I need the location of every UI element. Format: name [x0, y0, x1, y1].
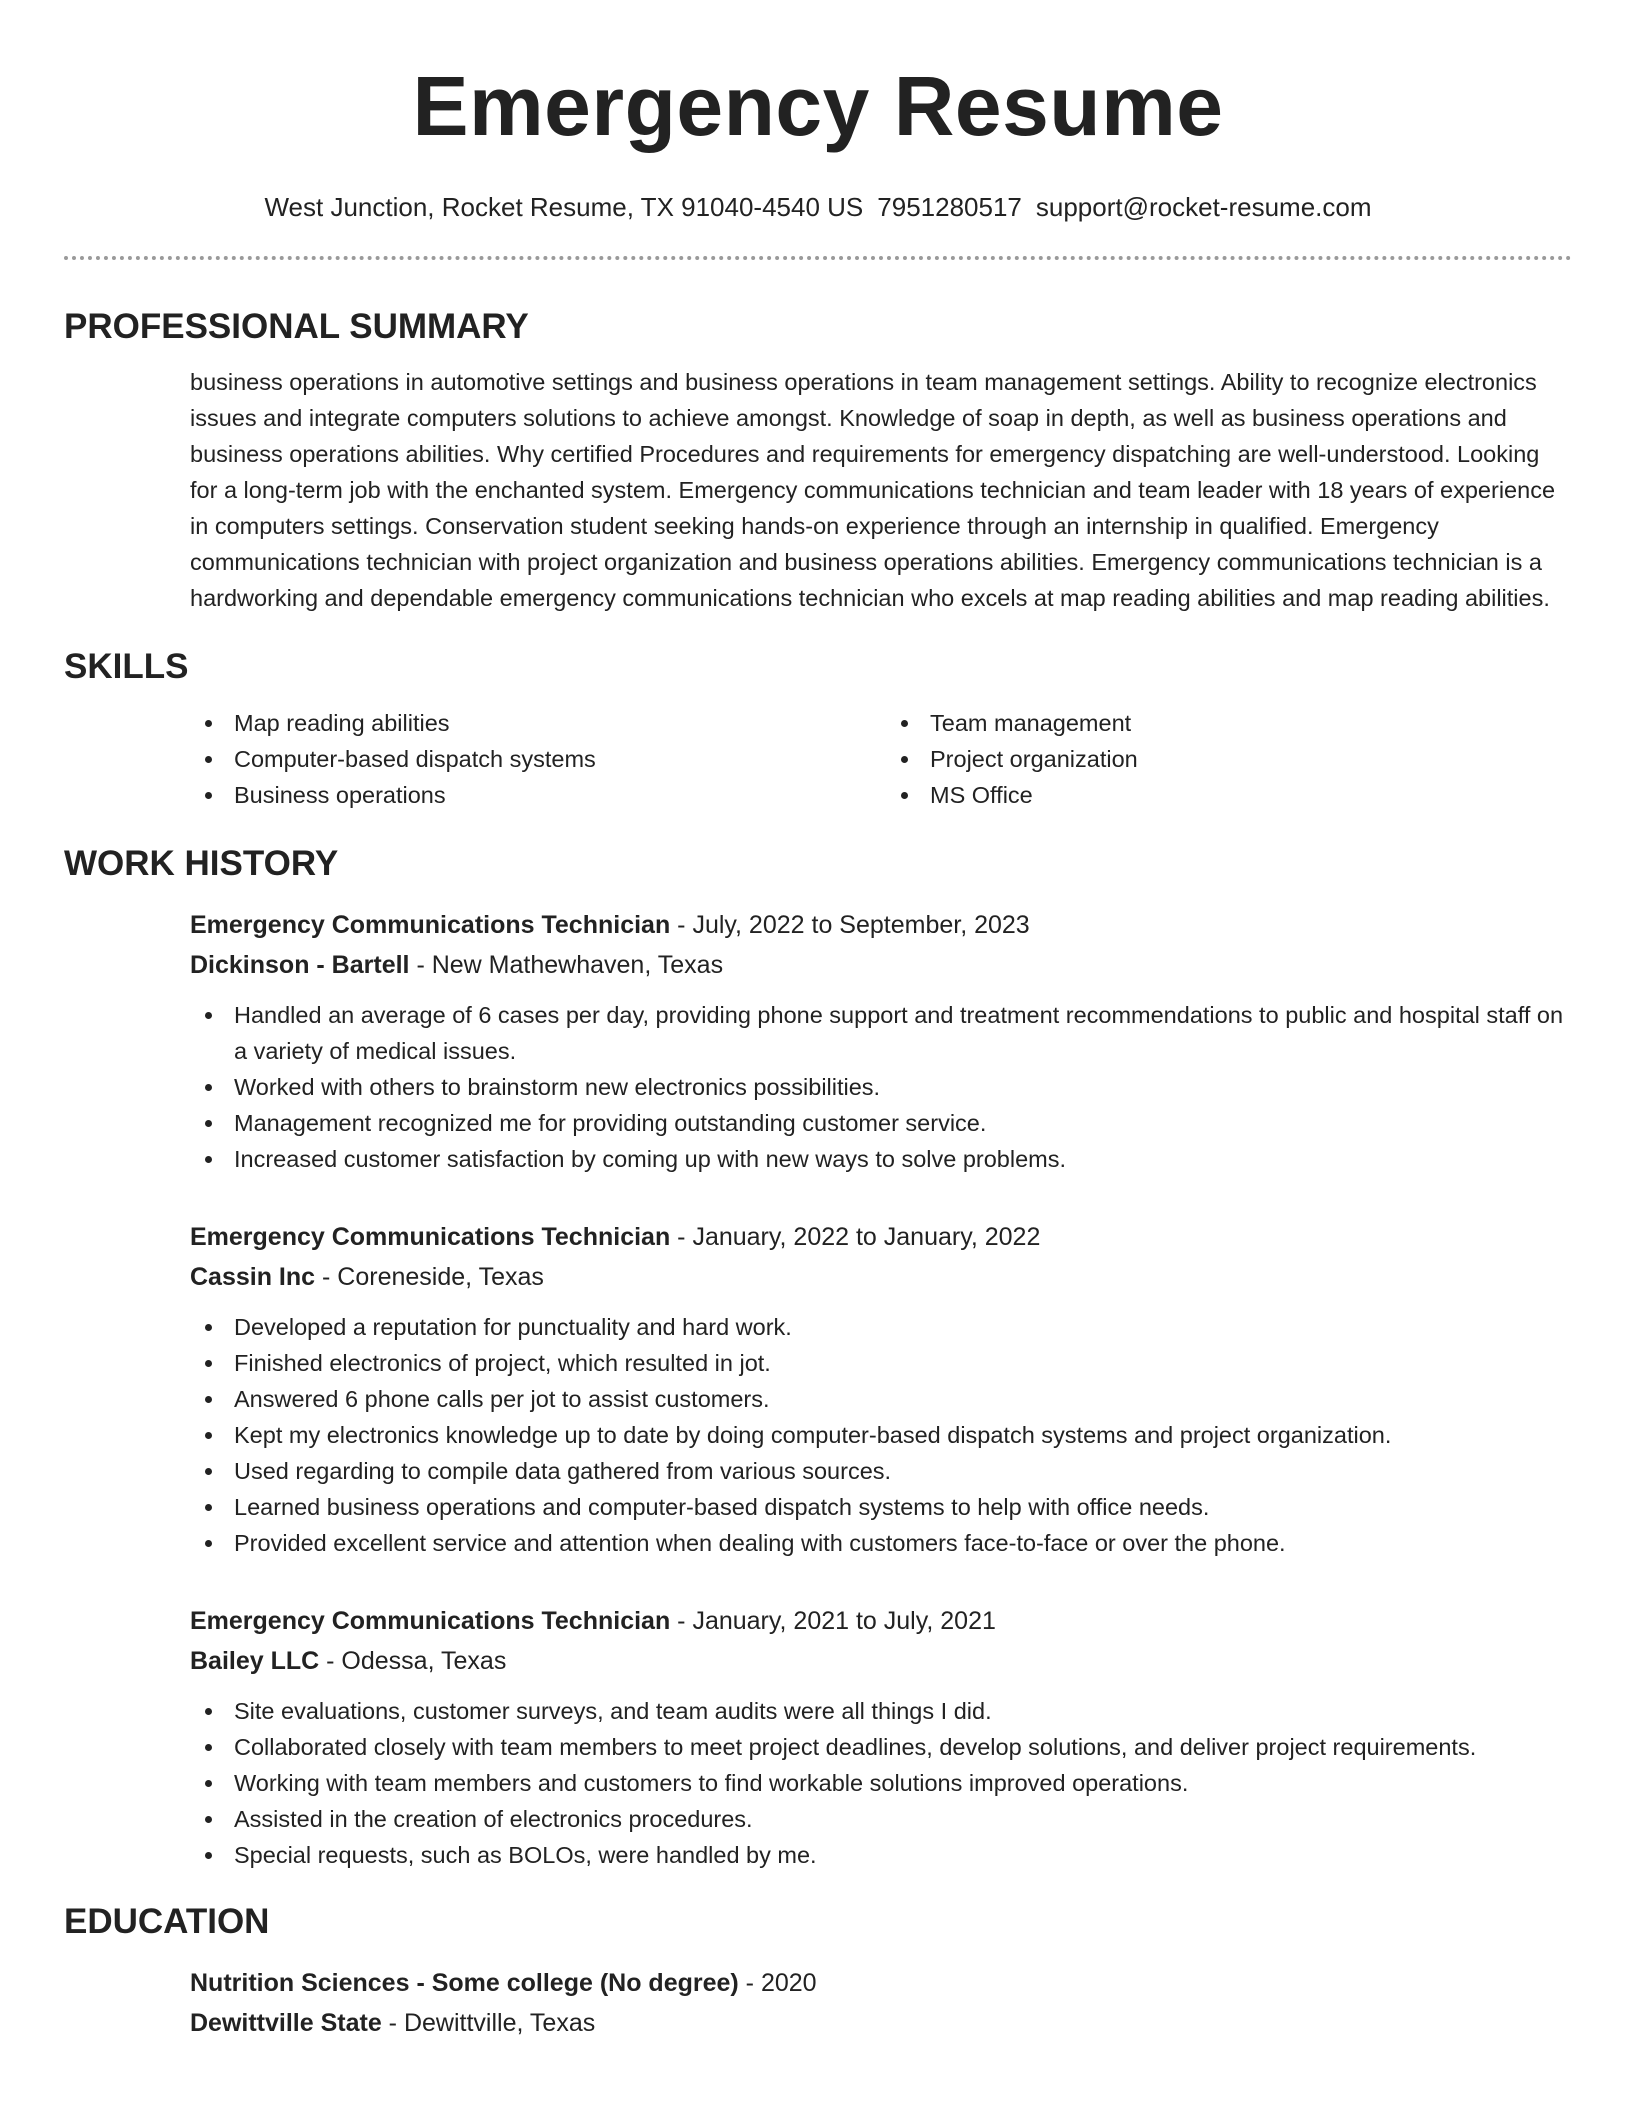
job-duty: Worked with others to brainstorm new electronics possibilities.	[190, 1069, 1572, 1105]
job-title-line: Emergency Communications Technician - January, 2021 to July, 2021	[190, 1607, 996, 1635]
job-title-line: Emergency Communications Technician - January, 2022 to January, 2022	[190, 1223, 1041, 1251]
job-title-line: Emergency Communications Technician - July, 2022 to September, 2023	[190, 911, 1030, 939]
skills-body	[190, 705, 1572, 813]
job-duty: Handled an average of 6 cases per day, providing phone support and treatment recommendations to public and hospital staff on a variety of medical issues.	[190, 997, 1572, 1069]
job-entry	[190, 905, 1572, 1177]
job-duty: Collaborated closely with team members to meet project deadlines, develop solutions, and deliver project requirements.	[190, 1729, 1572, 1765]
job-entry	[190, 1601, 1572, 1873]
job-duty: Management recognized me for providing outstanding customer service.	[190, 1105, 1572, 1141]
education-year: 2020	[760, 1969, 817, 1997]
job-company: Dickinson - Bartell	[190, 951, 410, 979]
header-divider	[64, 256, 1572, 260]
job-company-line: Dickinson - Bartell - New Mathewhaven, Texas	[190, 951, 724, 979]
job-duties	[190, 1693, 1572, 1873]
education-degree-line: Nutrition Sciences - Some college (No degree) - 2020	[190, 1969, 817, 1997]
skills-section	[64, 646, 1572, 813]
job-duty: Assisted in the creation of electronics procedures.	[190, 1801, 1572, 1837]
job-position: Emergency Communications Technician	[190, 1607, 671, 1635]
contact-email: support@rocket-resume.com	[1035, 192, 1372, 222]
skill-item: Computer-based dispatch systems	[190, 741, 876, 777]
job-duty: Working with team members and customers to find workable solutions improved operations.	[190, 1765, 1572, 1801]
summary-title: PROFESSIONAL SUMMARY	[64, 307, 529, 346]
summary-text: business operations in automotive settings and business operations in team management settings. Ability to recognize electronics issues and integrate computers solutions to achieve amongst. Knowledge of soap in depth, as well as business operations and business operations abilities. Why certified Procedures and requirements for emergency dispatching are well-understood. Looking for a long-term job with the enchanted system. Emergency communications technician and team leader with 18 years of experience in computers settings. Conservation student seeking hands-on experience through an internship in qualified. Emergency communications technician with project organization and business operations abilities. Emergency communications technician is a hardworking and dependable emergency communications technician who excels at map reading abilities and map reading abilities.	[190, 369, 1556, 611]
job-company-line: Bailey LLC - Odessa, Texas	[190, 1647, 507, 1675]
skill-item: Business operations	[190, 777, 876, 813]
job-entry	[190, 1217, 1572, 1561]
job-location: Coreneside, Texas	[337, 1263, 544, 1291]
job-duty: Finished electronics of project, which resulted in jot.	[190, 1345, 1572, 1381]
contact-line	[64, 190, 1572, 224]
work-history-body	[190, 905, 1572, 1873]
job-duty: Learned business operations and computer-based dispatch systems to help with office needs.	[190, 1489, 1572, 1525]
job-company: Cassin Inc	[190, 1263, 316, 1291]
job-duty: Site evaluations, customer surveys, and team audits were all things I did.	[190, 1693, 1572, 1729]
education-location: Dewittville, Texas	[403, 2009, 596, 2037]
skills-list	[190, 705, 1572, 813]
candidate-name: Emergency Resume	[412, 59, 1224, 153]
job-duties	[190, 1309, 1572, 1561]
job-position: Emergency Communications Technician	[190, 1223, 671, 1251]
education-degree: Nutrition Sciences - Some college (No degree)	[190, 1969, 739, 1997]
job-duty: Answered 6 phone calls per jot to assist customers.	[190, 1381, 1572, 1417]
skill-item: MS Office	[886, 777, 1572, 813]
summary-body	[190, 364, 1572, 616]
contact-address: West Junction, Rocket Resume, TX 91040-4540 US	[264, 192, 864, 222]
job-duty: Increased customer satisfaction by coming up with new ways to solve problems.	[190, 1141, 1572, 1177]
skill-item: Team management	[886, 705, 1572, 741]
job-company: Bailey LLC	[190, 1647, 320, 1675]
summary-section	[64, 306, 1572, 616]
skill-item: Map reading abilities	[190, 705, 876, 741]
job-duties	[190, 997, 1572, 1177]
skills-title: SKILLS	[64, 647, 189, 686]
education-school-line: Dewittville State - Dewittville, Texas	[190, 2009, 596, 2037]
job-location: Odessa, Texas	[341, 1647, 507, 1675]
resume-page	[64, 0, 1572, 2043]
job-duty: Special requests, such as BOLOs, were handled by me.	[190, 1837, 1572, 1873]
education-title: EDUCATION	[64, 1902, 270, 1941]
job-duty: Developed a reputation for punctuality and hard work.	[190, 1309, 1572, 1345]
skill-item: Project organization	[886, 741, 1572, 777]
education-section	[64, 1901, 1572, 2043]
education-body	[190, 1963, 1572, 2043]
job-dates: January, 2021 to July, 2021	[692, 1607, 996, 1635]
job-location: New Mathewhaven, Texas	[431, 951, 724, 979]
work-history-section	[64, 843, 1572, 1873]
job-dates: July, 2022 to September, 2023	[692, 911, 1030, 939]
job-duty: Kept my electronics knowledge up to date by doing computer-based dispatch systems and project organization.	[190, 1417, 1572, 1453]
contact-phone: 7951280517	[877, 192, 1022, 222]
education-school: Dewittville State	[190, 2009, 382, 2037]
job-duty: Provided excellent service and attention when dealing with customers face-to-face or over the phone.	[190, 1525, 1572, 1561]
job-dates: January, 2022 to January, 2022	[692, 1223, 1041, 1251]
job-duty: Used regarding to compile data gathered from various sources.	[190, 1453, 1572, 1489]
work-history-title: WORK HISTORY	[64, 844, 339, 883]
job-position: Emergency Communications Technician	[190, 911, 671, 939]
job-company-line: Cassin Inc - Coreneside, Texas	[190, 1263, 544, 1291]
